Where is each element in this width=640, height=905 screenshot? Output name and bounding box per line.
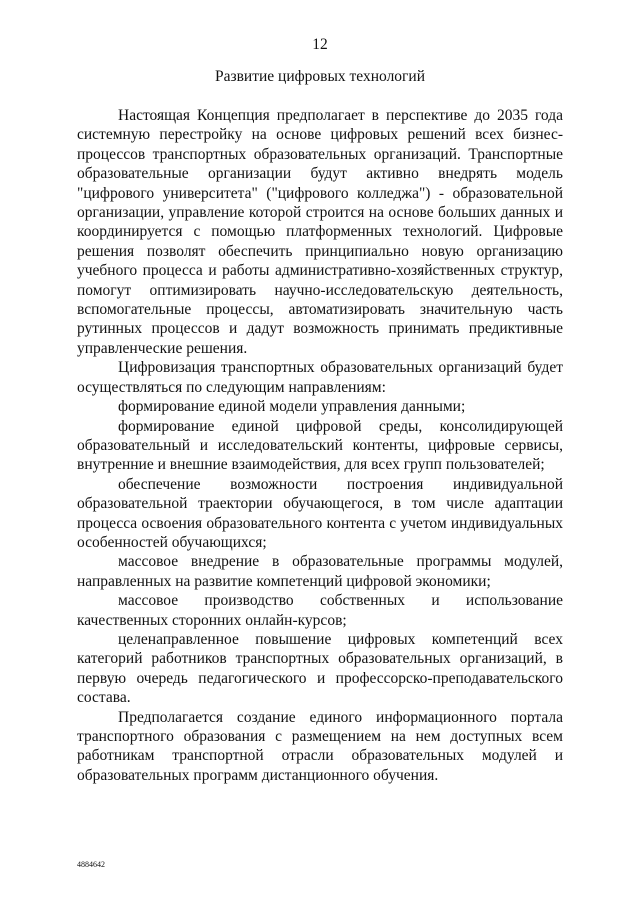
- section-heading: Развитие цифровых технологий: [214, 68, 426, 85]
- list-item-data-model: формирование единой модели управления данными;: [118, 398, 466, 416]
- list-item-digital-environment: формирование единой цифровой среды, консолидирующей образовательный и исследовательский контенты, цифровые сервисы, внутренние и внешние взаимодействия, для всех групп пользователей;: [77, 417, 563, 474]
- document-code: 4884642: [77, 860, 105, 869]
- paragraph-intro: Настоящая Концепция предполагает в перспективе до 2035 года системную перестройку на основе цифровых решений всех бизнес-процессов транспортных образовательных организаций. Транспортные образовательные организации будут активно внедрять модель "цифрового университета" ("цифрового колледжа") - образовательной организации, управление которой строится на основе больших данных и координируется с помощью платформенных технологий. Цифровые решения позволят обеспечить принципиально новую организацию учебного процесса и работы административно-хозяйственных структур, помогут оптимизировать научно-исследовательскую деятельность, вспомогательные процессы, автоматизировать значительную часть рутинных процессов и дадут возможность принимать предиктивные управленческие решения.: [77, 107, 563, 357]
- body-text: [77, 106, 563, 785]
- list-item-online-courses: массовое производство собственных и использование качественных сторонних онлайн-курсов;: [77, 592, 563, 629]
- paragraph-directions-lead: Цифровизация транспортных образовательных организаций будет осуществляться по следующим направлениям:: [77, 359, 563, 396]
- list-item-digital-economy-modules: массовое внедрение в образовательные программы модулей, направленных на развитие компетенций цифровой экономики;: [77, 553, 563, 590]
- paragraph-portal: Предполагается создание единого информационного портала транспортного образования с размещением на нем доступных всем работникам транспортной отрасли образовательных модулей и образовательных программ дистанционного обучения.: [77, 708, 563, 784]
- list-item-individual-trajectory: обеспечение возможности построения индивидуальной образовательной траектории обучающегося, в том числе адаптации процесса освоения образовательного контента с учетом индивидуальных особенностей обучающихся;: [77, 475, 563, 551]
- list-item-digital-competencies: целенаправленное повышение цифровых компетенций всех категорий работников транспортных образовательных организаций, в первую очередь педагогического и профессорско-преподавательского состава.: [77, 630, 563, 707]
- page-number: 12: [312, 36, 328, 53]
